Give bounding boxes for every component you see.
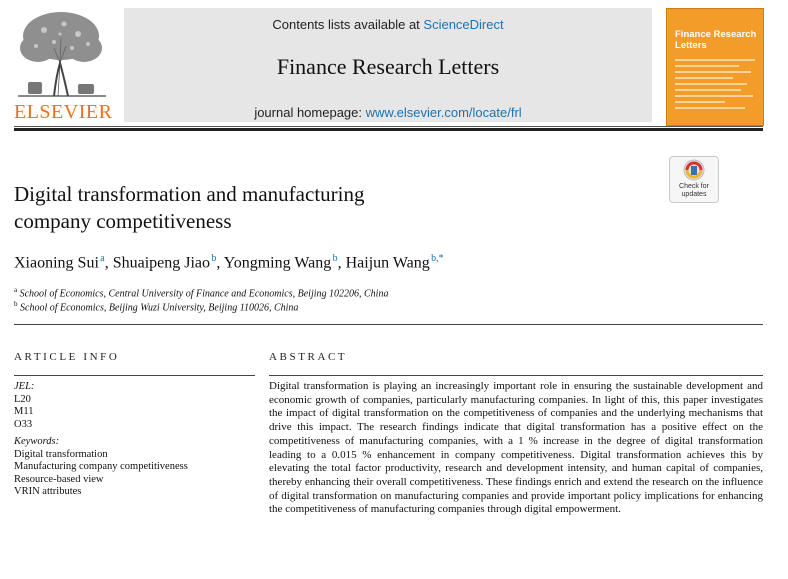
- check-updates-line2: updates: [681, 191, 707, 198]
- cover-title: Finance Research Letters: [675, 29, 757, 51]
- elsevier-wordmark: ELSEVIER: [14, 101, 113, 123]
- homepage-link[interactable]: www.elsevier.com/locate/frl: [365, 105, 522, 120]
- keywords-label: Keywords:: [14, 436, 60, 447]
- abstract-body: Digital transformation is playing an increasingly important role in ensuring the sustainable development and economic growth of companies, particularly manufacturing companies. In light of this, this paper investigates the impact of digital transformation on the competitiveness of companies and the underlying mechanisms that drive this impact. The research findings indicate that digital transformation has a positive effect on the competitiveness of manufacturing companies, with a 1 % increase in the degree of digital transformation leading to a 0.015 % enhancement in company competitiveness. Digital transformation achieves this by elevating the total factor productivity, research and development intensity, and human capital of companies, thereby enhancing their overall competitiveness. These findings enrich and extend the research on the influence of digital transformation on manufacturing companies and provide important policy implications for enhancing the competitiveness of manufacturing companies through digital empowerment.: [269, 380, 763, 516]
- contents-prefix: Contents lists available at: [272, 17, 424, 32]
- contents-line: [124, 17, 652, 32]
- check-for-updates-button[interactable]: [669, 156, 719, 203]
- affiliation-b: [14, 300, 298, 313]
- article-info-heading: ARTICLE INFO: [14, 351, 120, 363]
- article-info-rule: [14, 375, 255, 376]
- section-divider: [14, 324, 763, 325]
- journal-cover: [666, 8, 764, 126]
- keyword-item: Resource-based view: [14, 473, 104, 485]
- affiliation-text: School of Economics, Central University of Finance and Economics, Beijing 102206, China: [19, 288, 389, 300]
- journal-header: [124, 8, 652, 122]
- keyword-item: VRIN attributes: [14, 486, 82, 497]
- keyword-item: Manufacturing company competitiveness: [14, 461, 188, 472]
- jel-label: JEL:: [14, 381, 35, 392]
- author-affiliation-mark[interactable]: b: [211, 253, 217, 264]
- jel-code: O33: [14, 418, 33, 430]
- author-list: Xiaoning Sui $^a$, Shuaipeng Jiao $^b$, Yongming Wang $^b$, Haijun Wang $^{b,*}$: [14, 253, 444, 272]
- author-affiliation-mark[interactable]: a: [100, 253, 105, 264]
- author-affiliation-mark[interactable]: b: [332, 253, 338, 264]
- header-rule-thick: [14, 128, 763, 131]
- check-updates-icon: [670, 157, 718, 185]
- header-rule-thin: [14, 126, 763, 127]
- journal-name: Finance Research Letters: [276, 54, 500, 79]
- jel-code: M11: [14, 406, 34, 417]
- homepage-prefix: journal homepage:: [254, 105, 366, 120]
- check-updates-line1: Check for: [679, 183, 709, 190]
- paper-title: [14, 181, 634, 235]
- title-line-1: Digital transformation and manufacturing: [14, 182, 365, 206]
- article-info-panel: [14, 381, 255, 499]
- author-name[interactable]: Yongming Wang: [223, 254, 332, 272]
- keyword-item: Digital transformation: [14, 448, 108, 460]
- cover-decoration: [675, 59, 755, 113]
- author-name[interactable]: Shuaipeng Jiao: [112, 254, 211, 272]
- abstract-rule: [269, 375, 763, 376]
- jel-code: L20: [14, 393, 31, 405]
- author-affiliation-mark[interactable]: b,*: [431, 253, 444, 264]
- affiliation-text: School of Economics, Beijing Wuzi University, Beijing 110026, China: [20, 302, 299, 314]
- title-line-2: company competitiveness: [14, 209, 232, 233]
- affiliation-a: [14, 286, 388, 299]
- affiliation-mark: b: [14, 300, 18, 308]
- author-name[interactable]: Xiaoning Sui: [14, 254, 99, 272]
- elsevier-logo: [14, 8, 113, 123]
- elsevier-tree-icon: [14, 8, 110, 100]
- homepage-line: [124, 105, 652, 120]
- abstract-heading: ABSTRACT: [269, 351, 348, 363]
- sciencedirect-link[interactable]: ScienceDirect: [423, 17, 504, 32]
- check-updates-label: [670, 183, 718, 199]
- author-name[interactable]: Haijun Wang: [345, 254, 430, 272]
- affiliation-mark: a: [14, 286, 18, 294]
